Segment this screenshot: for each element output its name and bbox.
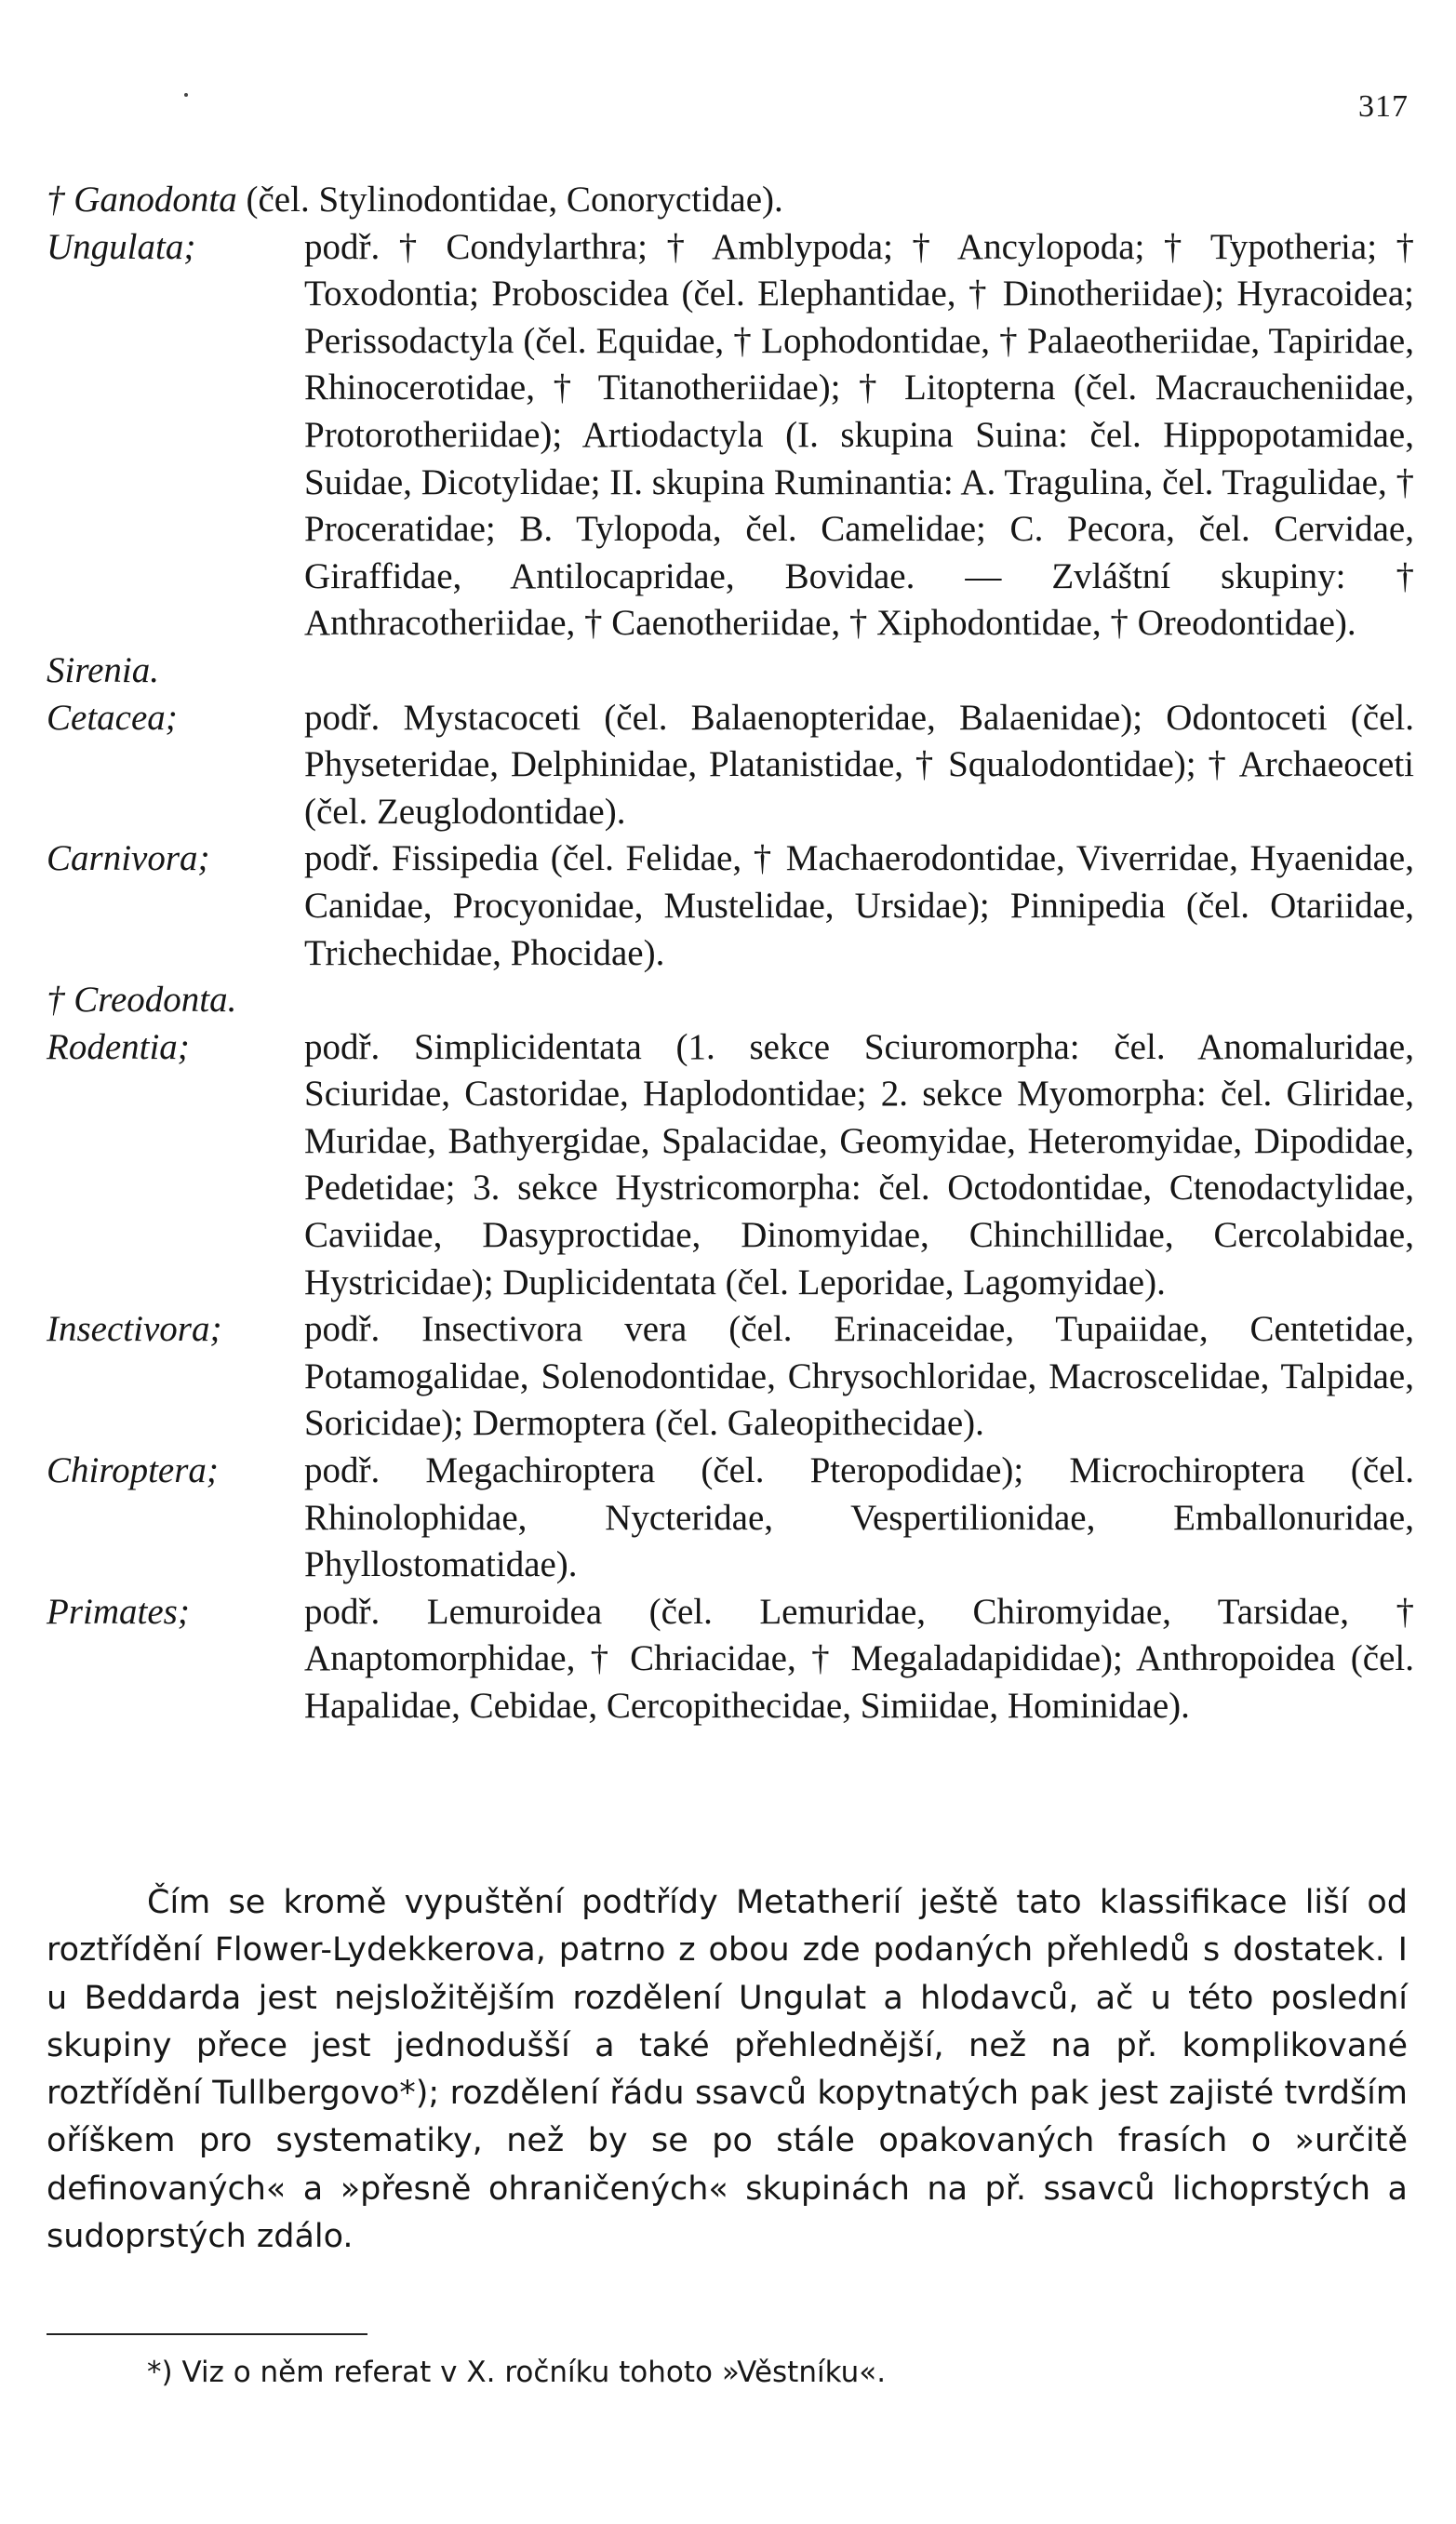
classification-list — [47, 177, 1414, 1730]
entry-ganodonta — [47, 177, 1414, 224]
entry-head: † Ganodonta — [47, 180, 237, 220]
body-paragraph: Čím se kromě vypuštění podtřídy Metatherií ještě tato klassifikace liší od roztřídění Flower-Lydekkerova, patrno z obou zde podaných přehledů s dostatek. I u Beddarda jest nejsložitějším rozdělení Ungulat a hlodavců, ač u této poslední skupiny přece jest jednodušší a také přehlednější, než na př. komplikované roztřídění Tullbergovo*); rozdělení řádu ssavců kopytnatých pak jest zajisté tvrdším oříškem pro systematiky, než by se po stále opakovaných frasích o »určitě definovaných« a »přesně ohraničených« skupinách na př. ssavců lichoprstých a sudoprstých zdálo. — [47, 1884, 1408, 2256]
entry-chiroptera — [47, 1448, 1414, 1589]
entry-head: Cetacea; — [47, 697, 178, 738]
print-speck — [184, 93, 188, 97]
entry-body: podř. Mystacoceti (čel. Balaenopteridae, Balaenidae); Odontoceti (čel. Physeteridae, Delphinidae, Platanistidae, † Squalodontidae); † Archaeoceti (čel. Zeuglodontidae). — [304, 697, 1414, 832]
entry-sirenia — [47, 648, 1414, 695]
entry-body: podř. Megachiroptera (čel. Pteropodidae); Microchiroptera (čel. Rhinolophidae, Nycteridae, Vespertilionidae, Emballonuridae, Phyllostomatidae). — [304, 1450, 1414, 1585]
entry-head: Ungulata; — [47, 226, 196, 267]
entry-head: Primates; — [47, 1591, 190, 1632]
entry-ungulata — [47, 224, 1414, 648]
entry-insectivora — [47, 1306, 1414, 1448]
entry-body: podř. † Condylarthra; † Amblypoda; † Ancylopoda; † Typotheria; † Toxodontia; Proboscidea (čel. Elephantidae, † Dinotheriidae); Hyracoidea; Perissodactyla (čel. Equidae, † Lophodontidae, † Palaeotheriidae, Tapiridae, Rhinocerotidae, † Titanotheriidae); † Litopterna (čel. Macraucheniidae, Protorotheriidae); Artiodactyla (I. skupina Suina: čel. Hippopotamidae, Suidae, Dicotylidae; II. skupina Ruminantia: A. Tragulina, čel. Tragulidae, † Proceratidae; B. Tylopoda, čel. Camelidae; C. Pecora, čel. Cervidae, Giraffidae, Antilocapridae, Bovidae. — Zvláštní skupiny: † Anthracotheriidae, † Caenotheriidae, † Xiphodontidae, † Oreodontidae). — [304, 226, 1414, 644]
entry-creodonta — [47, 977, 1414, 1024]
entry-body: podř. Simplicidentata (1. sekce Sciuromorpha: čel. Anomaluridae, Sciuridae, Castoridae, Haplodontidae; 2. sekce Myomorpha: čel. Gliridae, Muridae, Bathyergidae, Spalacidae, Geomyidae, Heteromyidae, Dipodidae, Pedetidae; 3. sekce Hystricomorpha: čel. Octodontidae, Ctenodactylidae, Caviidae, Dasyproctidae, Dinomyidae, Chinchillidae, Cercolabidae, Hystricidae); Duplicidentata (čel. Leporidae, Lagomyidae). — [304, 1026, 1414, 1302]
footnote: *) Viz o něm referat v X. ročníku tohoto »Věstníku«. — [147, 2356, 887, 2389]
entry-cetacea — [47, 695, 1414, 836]
entry-body: podř. Insectivora vera (čel. Erinaceidae, Tupaiidae, Centetidae, Potamogalidae, Solenodontidae, Chrysochloridae, Macroscelidae, Talpidae, Soricidae); Dermoptera (čel. Galeopithecidae). — [304, 1309, 1414, 1444]
entry-body: podř. Fissipedia (čel. Felidae, † Machaerodontidae, Viverridae, Hyaenidae, Canidae, Procyonidae, Mustelidae, Ursidae); Pinnipedia (čel. Otariidae, Trichechidae, Phocidae). — [304, 838, 1414, 973]
entry-primates — [47, 1589, 1414, 1730]
entry-head: Sirenia. — [47, 649, 159, 690]
entry-head: Carnivora; — [47, 838, 210, 879]
page-number: 317 — [1358, 89, 1409, 124]
entry-body: (čel. Stylinodontidae, Conoryctidae). — [246, 180, 783, 220]
entry-head: Rodentia; — [47, 1026, 190, 1067]
entry-carnivora — [47, 835, 1414, 977]
entry-head: Chiroptera; — [47, 1450, 219, 1491]
footnote-divider — [47, 2333, 367, 2335]
entry-head: † Creodonta. — [47, 980, 237, 1021]
entry-body: podř. Lemuroidea (čel. Lemuridae, Chiromyidae, Tarsidae, † Anaptomorphidae, † Chriacidae, † Megaladapididae); Anthropoidea (čel. Hapalidae, Cebidae, Cercopithecidae, Simiidae, Hominidae). — [304, 1591, 1414, 1726]
entry-head: Insectivora; — [47, 1309, 222, 1350]
entry-rodentia — [47, 1024, 1414, 1307]
